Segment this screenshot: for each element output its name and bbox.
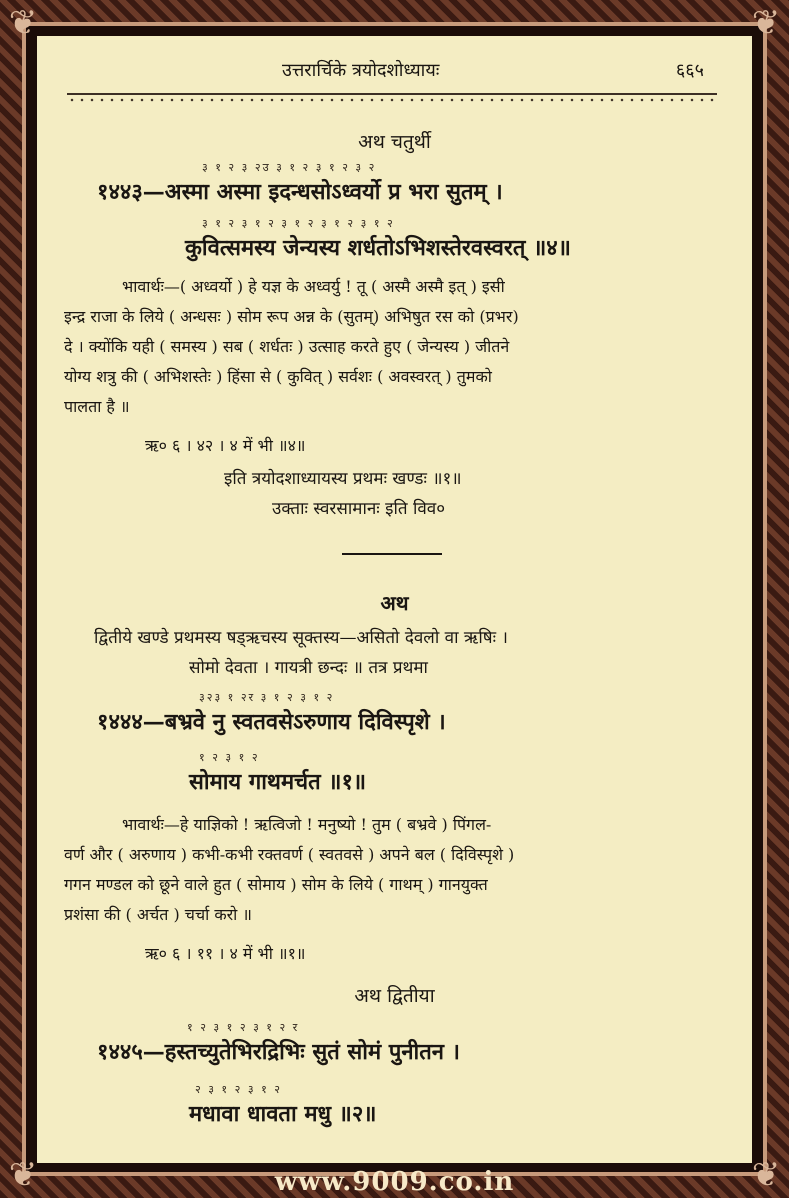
bhavartha-line: भावार्थः—( अध्वर्यो ) हे यज्ञ के अध्वर्यु ! तू ( अस्मै अस्मै इत् ) इसी — [122, 277, 505, 296]
accent-marks: ३ १ २ ३ १ २ ३ १ २ ३ १ २ ३ १ २ — [202, 217, 395, 230]
section-colophon: इति त्रयोदशाध्यायस्य प्रथमः खण्डः ॥१॥ — [224, 469, 462, 489]
flourish-corner-icon: ❦ — [8, 3, 38, 43]
mantra-verse: १४४३—अस्मा अस्मा इदन्धसोऽध्वर्यो प्र भरा सुतम् । — [97, 179, 503, 205]
bhavartha-line: पालता है ॥ — [64, 397, 130, 416]
bhavartha-line: वर्ण और ( अरुणाय ) कभी-कभी रक्तवर्ण ( स्वतवसे ) अपने बल ( दिविस्पृशे ) — [64, 845, 515, 864]
bhavartha-line: गगन मण्डल को छूने वाले हुत ( सोमाय ) सोम के लिये ( गाथम् ) गानयुक्त — [64, 875, 488, 894]
bhavartha-line: इन्द्र राजा के लिये ( अन्धसः ) सोम रूप अन्न के (सुतम्) अभिषुत रस को (प्रभर) — [64, 307, 519, 326]
flourish-corner-icon: ❦ — [8, 1155, 38, 1195]
book-page — [37, 36, 752, 1163]
accent-marks: ३ १ २ ३ २उ ३ १ २ ३ १ २ ३ २ — [202, 161, 377, 174]
section-heading: अथ — [380, 591, 409, 615]
section-intro: सोमो देवता । गायत्री छन्दः ॥ तत्र प्रथमा — [189, 658, 428, 678]
bhavartha-line: प्रशंसा की ( अर्चत ) चर्चा करो ॥ — [64, 905, 252, 924]
accent-marks: ३२३ १ २र ३ १ २ ३ १ २ — [199, 691, 335, 704]
section-intro: द्वितीये खण्डे प्रथमस्य षड्ऋचस्य सूक्तस्य—असितो देवलो वा ऋषिः । — [94, 628, 508, 648]
mantra-verse: १४४४—बभ्रवे नु स्वतवसेऽरुणाय दिविस्पृशे । — [97, 709, 446, 735]
section-heading: अथ द्वितीया — [354, 985, 435, 1007]
mantra-verse: सोमाय गाथमर्चत ॥१॥ — [189, 769, 367, 795]
bhavartha-line: भावार्थः—हे याज्ञिको ! ऋत्विजो ! मनुष्यो ! तुम ( बभ्रवे ) पिंगल- — [122, 815, 492, 834]
flourish-corner-icon: ❦ — [751, 1155, 781, 1195]
running-head: उत्तरार्चिके त्रयोदशोध्यायः — [282, 60, 440, 81]
bhavartha-line: दे । क्योंकि यही ( समस्य ) सब ( शर्धतः ) उत्साह करते हुए ( जेन्यस्य ) जीतने — [64, 337, 510, 356]
page-header — [37, 58, 752, 88]
flourish-corner-icon: ❦ — [751, 3, 781, 43]
ornamental-rule — [67, 93, 717, 105]
page-number: ६६५ — [675, 60, 704, 81]
accent-marks: १ २ ३ १ २ ३ १ २ र — [187, 1021, 300, 1034]
section-heading: अथ चतुर्थी — [358, 131, 431, 153]
accent-marks: १ २ ३ १ २ — [199, 751, 260, 764]
mantra-verse: कुवित्समस्य जेन्यस्य शर्धतोऽभिशस्तेरवस्वरत् ॥४॥ — [185, 235, 571, 261]
mantra-verse: मधावा धावता मधु ॥२॥ — [189, 1101, 377, 1127]
accent-marks: २ ३ १ २ ३ १ २ — [195, 1083, 283, 1096]
section-divider — [342, 553, 442, 555]
section-colophon: उक्ताः स्वरसामानः इति विव० — [272, 499, 446, 519]
bhavartha-line: योग्य शत्रु की ( अभिशस्तेः ) हिंसा से ( कुवित् ) सर्वशः ( अवस्वरत् ) तुमको — [64, 367, 492, 386]
rigveda-reference: ऋ० ६ । ११ । ४ में भी ॥१॥ — [145, 944, 306, 963]
rigveda-reference: ऋ० ६ । ४२ । ४ में भी ॥४॥ — [145, 436, 306, 455]
mantra-verse: १४४५—हस्तच्युतेभिरद्रिभिः सुतं सोमं पुनीतन । — [97, 1039, 460, 1065]
site-watermark: www.9009.co.in — [274, 1167, 515, 1197]
